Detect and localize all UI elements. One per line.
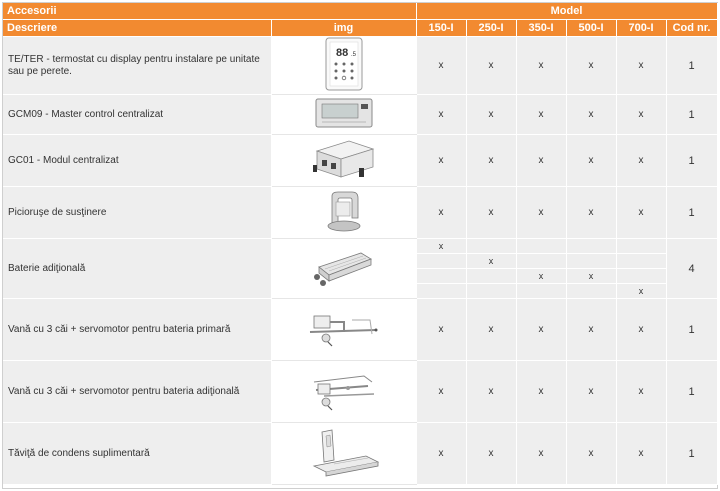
cell-model-150: x [416,299,466,361]
coil-battery-icon [271,239,416,299]
col-model-250: 250-I [466,20,516,37]
section-title: Accesorii [3,3,416,20]
cell-model-700: x [616,361,666,423]
cell-code: 1 [666,361,717,423]
cell-model-250: x [466,254,516,269]
cell-model-500: x [566,361,616,423]
cell-model-150 [416,284,466,299]
table-row [3,239,717,254]
cell-model-250: x [466,135,516,187]
row-description: Vană cu 3 căi + servomotor pentru bateria adiţională [3,361,271,423]
svg-text:.5: .5 [350,52,356,58]
svg-text:88: 88 [335,47,348,59]
cell-model-150: x [416,361,466,423]
row-description: Vană cu 3 căi + servomotor pentru bateria primară [3,299,271,361]
col-model-150: 150-I [416,20,466,37]
cell-model-700 [616,239,666,254]
cell-model-700: x [616,299,666,361]
cell-model-250 [466,239,516,254]
cell-model-350: x [516,135,566,187]
cell-model-250: x [466,37,516,95]
row-description: Tăviţă de condens suplimentară [3,423,271,485]
model-header: Model [416,3,717,20]
cell-model-250: x [466,187,516,239]
cell-model-350 [516,239,566,254]
support-feet-icon [271,187,416,239]
cell-model-700: x [616,284,666,299]
cell-model-500 [566,254,616,269]
cell-model-350 [516,254,566,269]
cell-model-350: x [516,37,566,95]
row-description: Baterie adiţională [3,239,271,299]
row-description: Picioruşe de susţinere [3,187,271,239]
cell-model-500: x [566,423,616,485]
cell-model-350: x [516,361,566,423]
cell-model-700: x [616,95,666,135]
condensate-tray-icon [271,423,416,485]
table-row [3,187,717,239]
cell-code: 1 [666,423,717,485]
accessories-table [3,3,718,485]
cell-code: 1 [666,37,717,95]
cell-model-150 [416,254,466,269]
col-description: Descriere [3,20,271,37]
cell-model-500: x [566,95,616,135]
cell-model-700: x [616,423,666,485]
col-model-350: 350-I [516,20,566,37]
cell-code: 1 [666,95,717,135]
valve-servomotor-additional-icon [271,361,416,423]
cell-model-500: x [566,187,616,239]
table-row [3,95,717,135]
cell-model-350: x [516,187,566,239]
row-description: GCM09 - Master control centralizat [3,95,271,135]
cell-model-250: x [466,361,516,423]
cell-model-500 [566,239,616,254]
valve-servomotor-icon [271,299,416,361]
cell-code: 1 [666,187,717,239]
module-box-icon [271,135,416,187]
cell-model-350: x [516,95,566,135]
col-model-500: 500-I [566,20,616,37]
cell-model-350: x [516,299,566,361]
cell-model-150: x [416,239,466,254]
col-code: Cod nr. [666,20,717,37]
cell-model-150 [416,269,466,284]
table-row [3,299,717,361]
cell-model-350 [516,284,566,299]
col-img: img [271,20,416,37]
cell-model-150: x [416,95,466,135]
cell-model-250: x [466,423,516,485]
cell-model-700: x [616,135,666,187]
master-control-icon [271,95,416,135]
table-row [3,135,717,187]
cell-model-150: x [416,37,466,95]
cell-model-700: x [616,187,666,239]
cell-model-250 [466,284,516,299]
cell-code: 4 [666,239,717,299]
cell-model-500: x [566,135,616,187]
cell-model-350: x [516,423,566,485]
cell-model-250: x [466,95,516,135]
cell-model-350: x [516,269,566,284]
col-model-700: 700-I [616,20,666,37]
cell-model-500: x [566,299,616,361]
cell-model-150: x [416,187,466,239]
cell-model-500: x [566,269,616,284]
row-description: TE/TER - termostat cu display pentru instalare pe unitate sau pe perete. [3,37,271,95]
cell-model-700 [616,254,666,269]
cell-model-700 [616,269,666,284]
cell-model-700: x [616,37,666,95]
cell-model-500 [566,284,616,299]
cell-model-150: x [416,423,466,485]
thermostat-icon [271,37,416,95]
table-row [3,423,717,485]
accessories-table-container [2,2,718,489]
cell-model-500: x [566,37,616,95]
row-description: GC01 - Modul centralizat [3,135,271,187]
cell-model-250: x [466,299,516,361]
table-row [3,37,717,95]
cell-model-250 [466,269,516,284]
cell-code: 1 [666,135,717,187]
cell-model-150: x [416,135,466,187]
table-row [3,361,717,423]
cell-code: 1 [666,299,717,361]
